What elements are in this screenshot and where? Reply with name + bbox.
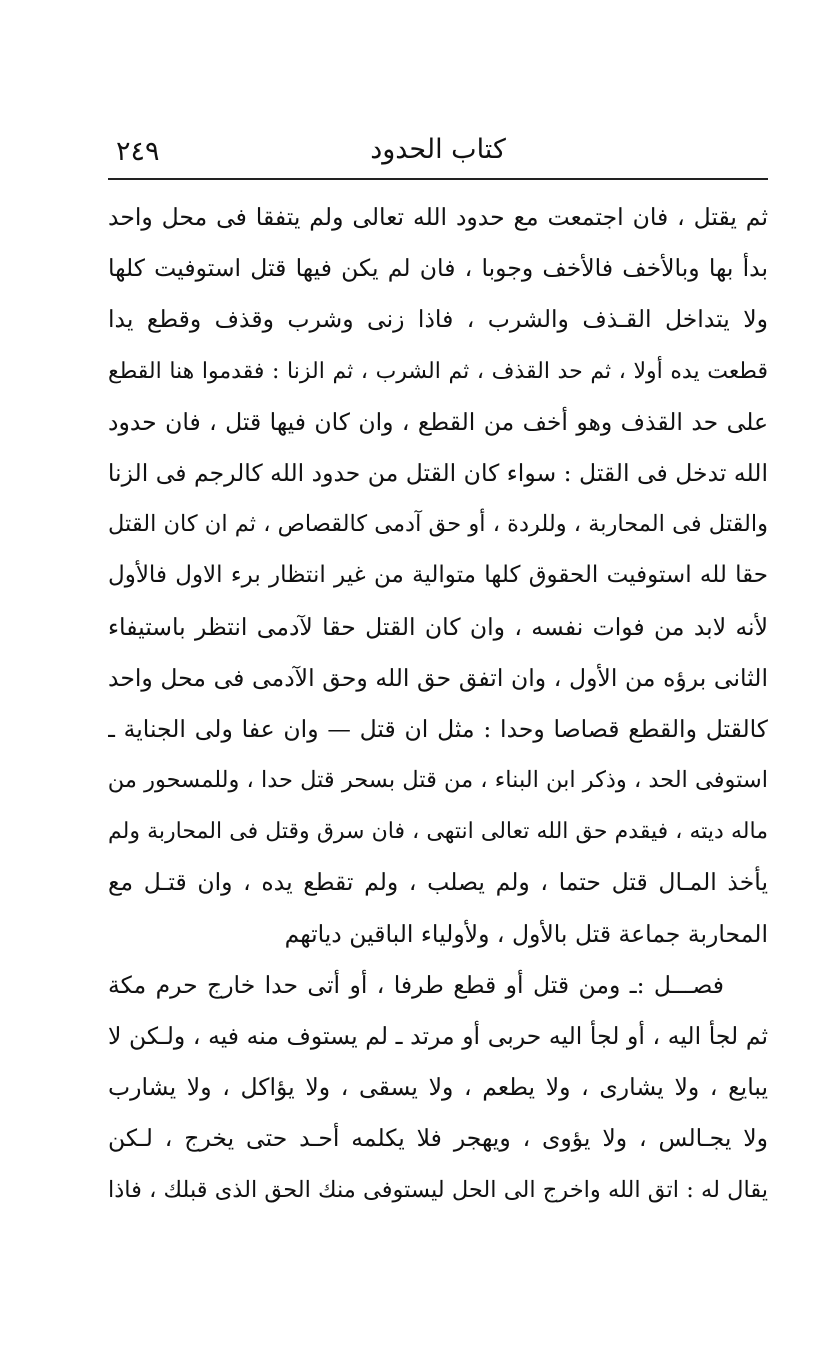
text-line: استوفى الحد ، وذكر ابن البناء ، من قتل بسحر قتل حدا ، وللمسحور من [108, 767, 768, 794]
text-line: ثم يقتل ، فان اجتمعت مع حدود الله تعالى ولم يتفقا فى محل واحد [108, 203, 768, 231]
text-line: يأخذ المـال قتل حتما ، ولم يصلب ، ولم تقطع يده ، وان قتـل مع [108, 868, 768, 897]
text-line: الله تدخل فى القتل : سواء كان القتل من حدود الله كالرجم فى الزنا [108, 458, 768, 487]
text-line: فصـــل :ـ ومن قتل أو قطع طرفا ، أو أتى حدا خارج حرم مكة [108, 970, 724, 999]
running-title: كتاب الحدود [370, 134, 506, 165]
text-line: على حد القذف وهو أخف من القطع ، وان كان فيها قتل ، فان حدود [108, 407, 768, 436]
text-line: ولا يتداخل القـذف والشرب ، فاذا زنى وشرب وقذف وقطع يدا [108, 305, 768, 334]
text-line: كالقتل والقطع قصاصا وحدا : مثل ان قتل — وان عفا ولى الجناية ـ [108, 714, 768, 743]
header-rule [108, 178, 768, 180]
text-line: ثم لجأ اليه ، أو لجأ اليه حربى أو مرتد ـ لم يستوف منه فيه ، ولـكن لا [108, 1022, 768, 1050]
text-line: ولا يجـالس ، ولا يؤوى ، ويهجر فلا يكلمه أحـد حتى يخرج ، لـكن [108, 1124, 768, 1153]
text-line: المحاربة جماعة قتل بالأول ، ولأولياء الباقين دياتهم [284, 919, 768, 948]
text-line: بدأ بها وبالأخف فالأخف وجوبا ، فان لم يكن فيها قتل استوفيت كلها [108, 254, 768, 283]
text-line: يبايع ، ولا يشارى ، ولا يطعم ، ولا يسقى ، ولا يؤاكل ، ولا يشارب [108, 1073, 768, 1102]
text-line: حقا لله استوفيت الحقوق كلها متوالية من غير انتظار برء الاول فالأول [108, 562, 768, 589]
text-line: والقتل فى المحاربة ، وللردة ، أو حق آدمى كالقصاص ، ثم ان كان القتل [108, 511, 768, 538]
body-text [108, 192, 768, 1216]
text-line: يقال له : اتق الله واخرج الى الحل ليستوفى منك الحق الذى قبلك ، فاذا [108, 1176, 768, 1203]
text-line: قطعت يده أولا ، ثم حد القذف ، ثم الشرب ، ثم الزنا : فقدموا هنا القطع [108, 358, 768, 384]
text-line: الثانى برؤه من الأول ، وان اتفق حق الله وحق الآدمى فى محل واحد [108, 663, 768, 692]
text-line: ماله ديته ، فيقدم حق الله تعالى انتهى ، فان سرق وقتل فى المحاربة ولم [108, 819, 768, 845]
page-header [108, 128, 768, 176]
text-line: لأنه لابد من فوات نفسه ، وان كان القتل حقا لآدمى انتظر باستيفاء [108, 612, 768, 641]
page-number: ٢٤٩ [116, 136, 160, 167]
